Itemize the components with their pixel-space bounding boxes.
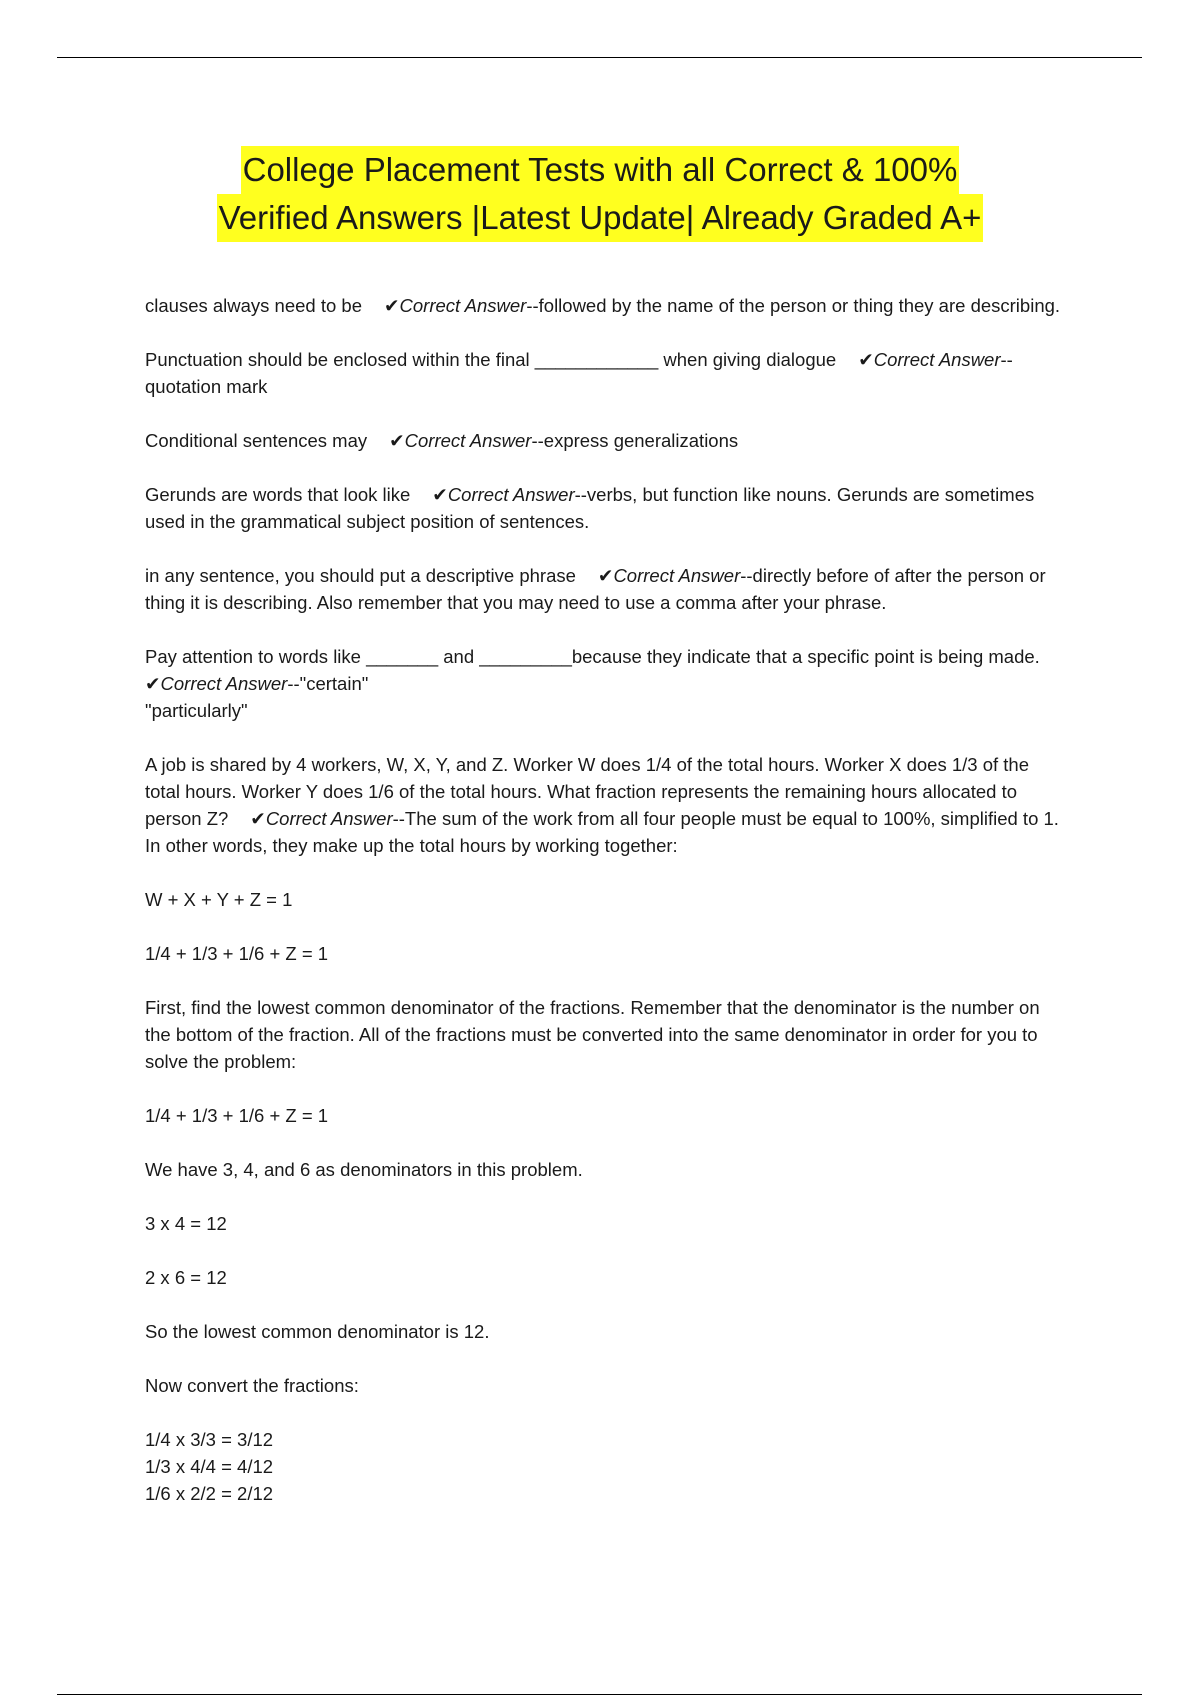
answer-label: Correct Answer bbox=[404, 430, 532, 451]
answer-label: Correct Answer bbox=[873, 349, 1001, 370]
check-icon: ✔ bbox=[384, 295, 400, 316]
qa-item bbox=[145, 751, 1065, 859]
equation: 1/6 x 2/2 = 2/12 bbox=[145, 1483, 274, 1504]
question-text: Gerunds are words that look like bbox=[145, 484, 411, 505]
qa-item bbox=[145, 427, 1065, 454]
question-text: Punctuation should be enclosed within the final ____________ when giving dialogue bbox=[145, 349, 837, 370]
answer-text: --The sum of the work from all four people must be equal to 100%, simplified to 1. In other words, they make up the total hours by working together: bbox=[145, 808, 1059, 856]
paragraph: So the lowest common denominator is 12. bbox=[145, 1321, 490, 1342]
paragraph: Now convert the fractions: bbox=[145, 1375, 359, 1396]
title-line-2: Verified Answers |Latest Update| Already Graded A+ bbox=[217, 194, 984, 242]
answer-label: Correct Answer bbox=[399, 295, 527, 316]
answer-label: Correct Answer bbox=[265, 808, 393, 829]
answer-text: --"certain" bbox=[287, 673, 369, 694]
check-icon: ✔ bbox=[858, 349, 874, 370]
answer-text: --directly before of after the person or thing it is describing. Also remember that you may need to use a comma after your phrase. bbox=[145, 565, 1046, 613]
check-icon: ✔ bbox=[250, 808, 266, 829]
question-text: A job is shared by 4 workers, W, X, Y, and Z. Worker W does 1/4 of the total hours. Worker X does 1/3 of the total hours. Worker Y does 1/6 of the total hours. What fraction represents the remaining hours allocated to person Z? bbox=[145, 754, 1029, 829]
header-rule bbox=[57, 57, 1142, 58]
equation: 1/4 x 3/3 = 3/12 bbox=[145, 1429, 274, 1450]
check-icon: ✔ bbox=[145, 673, 161, 694]
question-text: Conditional sentences may bbox=[145, 430, 368, 451]
document-body bbox=[145, 292, 1065, 1507]
equation: 1/3 x 4/4 = 4/12 bbox=[145, 1456, 274, 1477]
footer-rule bbox=[57, 1694, 1142, 1695]
question-text: in any sentence, you should put a descriptive phrase bbox=[145, 565, 576, 586]
paragraph: We have 3, 4, and 6 as denominators in this problem. bbox=[145, 1159, 583, 1180]
qa-item bbox=[145, 562, 1065, 616]
equation: 1/4 + 1/3 + 1/6 + Z = 1 bbox=[145, 943, 329, 964]
answer-label: Correct Answer bbox=[613, 565, 741, 586]
answer-text-extra: "particularly" bbox=[145, 700, 248, 721]
answer-text: --followed by the name of the person or thing they are describing. bbox=[526, 295, 1061, 316]
title-line-1: College Placement Tests with all Correct & 100% bbox=[241, 146, 960, 194]
document-title bbox=[60, 146, 1140, 242]
equation: 3 x 4 = 12 bbox=[145, 1213, 227, 1234]
qa-item bbox=[145, 481, 1065, 535]
check-icon: ✔ bbox=[432, 484, 448, 505]
paragraph: First, find the lowest common denominator of the fractions. Remember that the denominator is the number on the bottom of the fraction. All of the fractions must be converted into the same denominator in order for you to solve the problem: bbox=[145, 997, 1040, 1072]
check-icon: ✔ bbox=[389, 430, 405, 451]
answer-text: --verbs, but function like nouns. Gerunds are sometimes used in the grammatical subject position of sentences. bbox=[145, 484, 1035, 532]
qa-item bbox=[145, 643, 1065, 724]
question-text: clauses always need to be bbox=[145, 295, 362, 316]
qa-item bbox=[145, 292, 1065, 319]
qa-item bbox=[145, 346, 1065, 400]
equation: W + X + Y + Z = 1 bbox=[145, 889, 293, 910]
answer-text: --express generalizations bbox=[531, 430, 739, 451]
check-icon: ✔ bbox=[597, 565, 614, 586]
question-text: Pay attention to words like _______ and _________because they indicate that a specific point is being made. bbox=[145, 646, 1040, 667]
answer-text: --quotation mark bbox=[145, 349, 1013, 397]
answer-label: Correct Answer bbox=[447, 484, 575, 505]
equation: 2 x 6 = 12 bbox=[145, 1267, 227, 1288]
answer-label: Correct Answer bbox=[160, 673, 288, 694]
equation: 1/4 + 1/3 + 1/6 + Z = 1 bbox=[145, 1105, 329, 1126]
